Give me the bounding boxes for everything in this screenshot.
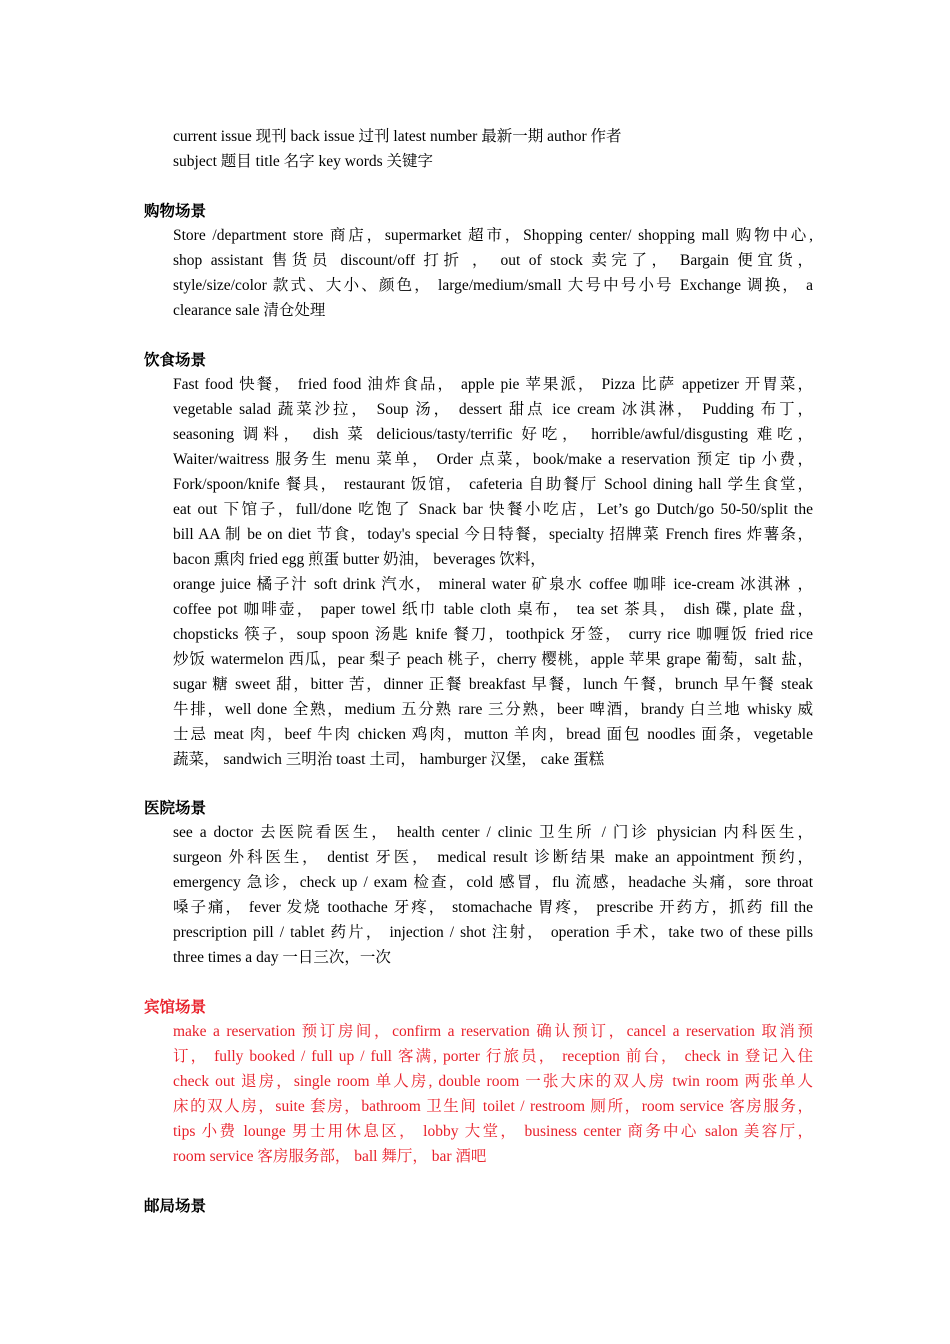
section-heading-food: 饮食场景 <box>144 352 207 369</box>
text-line: 士忌 meat 肉，beef 牛肉 chicken 鸡肉，mutton 羊肉，bread 面包 noodles 面条，vegetable <box>173 726 813 743</box>
text-line: bacon 熏肉 fried egg 煎蛋 butter 奶油， beverages 饮料， <box>173 551 546 568</box>
text-line: sugar 糖 sweet 甜，bitter 苦，dinner 正餐 breakfast 早餐，lunch 午餐，brunch 早午餐 steak <box>173 676 813 693</box>
section-body-hospital <box>173 821 813 971</box>
section-heading-hospital: 医院场景 <box>144 800 207 817</box>
text-line: clearance sale 清仓处理 <box>173 302 326 319</box>
text-line: surgeon 外科医生， dentist 牙医， medical result 诊断结果 make an appointment 预约， <box>173 849 813 866</box>
text-line: 嗓子痛， fever 发烧 toothache 牙疼， stomachache 胃疼， prescribe 开药方，抓药 fill the <box>173 899 813 916</box>
text-line: style/size/color 款式、大小、颜色， large/medium/small 大号中号小号 Exchange 调换， a <box>173 277 813 294</box>
text-line: eat out 下馆子，full/done 吃饱了 Snack bar 快餐小吃店，Let’s go Dutch/go 50-50/split the <box>173 501 813 518</box>
section-heading-post-office: 邮局场景 <box>144 1198 207 1215</box>
text-line: subject 题目 title 名字 key words 关键字 <box>173 153 434 170</box>
text-line: shop assistant 售货员 discount/off 打折 ， out of stock 卖完了， Bargain 便宜货， <box>173 252 813 269</box>
text-line: 床的双人房，suite 套房，bathroom 卫生间 toilet / restroom 厕所，room service 客房服务， <box>173 1098 813 1115</box>
section-heading-shopping: 购物场景 <box>144 203 207 220</box>
text-line: see a doctor 去医院看医生， health center / clinic 卫生所 / 门诊 physician 内科医生， <box>173 824 813 841</box>
text-line: Fast food 快餐， fried food 油炸食品， apple pie 苹果派， Pizza 比萨 appetizer 开胃菜， <box>173 376 813 393</box>
section-body-food <box>173 373 813 773</box>
text-line: three times a day 一日三次，一次 <box>173 949 391 966</box>
text-line: current issue 现刊 back issue 过刊 latest number 最新一期 author 作者 <box>173 128 622 145</box>
text-line: check out 退房，single room 单人房, double room 一张大床的双人房 twin room 两张单人 <box>173 1073 813 1090</box>
text-line: 订， fully booked / full up / full 客满, porter 行旅员， reception 前台， check in 登记入住 <box>173 1048 813 1065</box>
text-line: orange juice 橘子汁 soft drink 汽水， mineral water 矿泉水 coffee 咖啡 ice-cream 冰淇淋 ， <box>173 576 813 593</box>
text-line: make a reservation 预订房间，confirm a reservation 确认预订，cancel a reservation 取消预 <box>173 1023 813 1040</box>
text-line: vegetable salad 蔬菜沙拉， Soup 汤， dessert 甜点 ice cream 冰淇淋， Pudding 布丁， <box>173 401 813 418</box>
text-line: Store /department store 商店，supermarket 超市，Shopping center/ shopping mall 购物中心, <box>173 227 813 244</box>
text-line: emergency 急诊，check up / exam 检查，cold 感冒，flu 流感，headache 头痛，sore throat <box>173 874 813 891</box>
section-body-shopping <box>173 224 813 324</box>
text-line: 牛排，well done 全熟，medium 五分熟 rare 三分熟，beer 啤酒，brandy 白兰地 whisky 威 <box>173 701 813 718</box>
section-heading-hotel: 宾馆场景 <box>144 999 207 1016</box>
text-line: prescription pill / tablet 药片， injection / shot 注射， operation 手术，take two of these pills <box>173 924 813 941</box>
text-line: tips 小费 lounge 男士用休息区， lobby 大堂， business center 商务中心 salon 美容厅， <box>173 1123 813 1140</box>
text-line: coffee pot 咖啡壶， paper towel 纸巾 table cloth 桌布， tea set 茶具， dish 碟, plate 盘， <box>173 601 813 618</box>
text-line: chopsticks 筷子，soup spoon 汤匙 knife 餐刀，toothpick 牙签， curry rice 咖喱饭 fried rice <box>173 626 813 643</box>
text-line: bill AA 制 be on diet 节食，today's special 今日特餐，specialty 招牌菜 French fires 炸薯条， <box>173 526 813 543</box>
text-line: seasoning 调料， dish 菜 delicious/tasty/terrific 好吃， horrible/awful/disgusting 难吃， <box>173 426 813 443</box>
text-line: room service 客房服务部， ball 舞厅， bar 酒吧 <box>173 1148 487 1165</box>
text-line: 蔬菜， sandwich 三明治 toast 土司， hamburger 汉堡， cake 蛋糕 <box>173 751 605 768</box>
text-line: Fork/spoon/knife 餐具， restaurant 饭馆， cafeteria 自助餐厅 School dining hall 学生食堂， <box>173 476 813 493</box>
section-body-hotel <box>173 1020 813 1170</box>
text-line: 炒饭 watermelon 西瓜，pear 梨子 peach 桃子，cherry 樱桃，apple 苹果 grape 葡萄，salt 盐， <box>173 651 813 668</box>
intro-block <box>173 124 813 174</box>
text-line: Waiter/waitress 服务生 menu 菜单， Order 点菜，book/make a reservation 预定 tip 小费， <box>173 451 813 468</box>
